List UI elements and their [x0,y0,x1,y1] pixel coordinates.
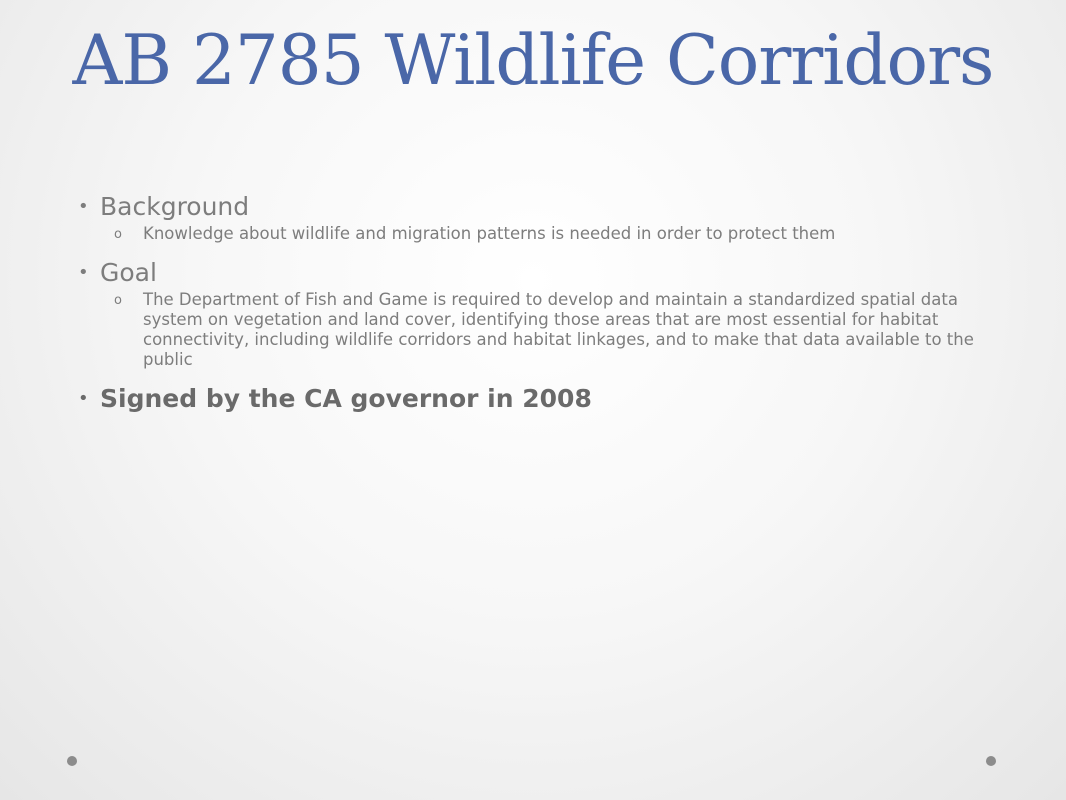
bullet-list [78,190,1018,416]
bullet-background [78,190,1018,224]
sub-bullet-text: The Department of Fish and Game is required to develop and maintain a standardized spatial data system on vegetation and land cover, identifying those areas that are most essential for habitat connectivity, including wildlife corridors and habitat linkages, and to make that data available to the public [143,290,974,369]
corner-dot-right-icon [986,756,996,766]
bullet-dot-icon: • [78,388,89,409]
slide-title: AB 2785 Wildlife Corridors [72,21,994,101]
sub-bullet-circle-icon: o [114,293,122,308]
bullet-signed [78,382,1018,416]
bullet-dot-icon: • [78,196,89,217]
sub-bullet-text: Knowledge about wildlife and migration patterns is needed in order to protect them [143,224,836,243]
sub-bullet-goal [78,290,1018,370]
bullet-dot-icon: • [78,262,89,283]
bullet-goal [78,256,1018,290]
sub-bullet-background [78,224,1018,244]
bullet-label: Background [100,192,250,221]
bullet-label: Goal [100,258,157,287]
bullet-label-bold: Signed by the CA governor in 2008 [100,384,592,413]
corner-dot-left-icon [67,756,77,766]
sub-bullet-circle-icon: o [114,227,122,242]
